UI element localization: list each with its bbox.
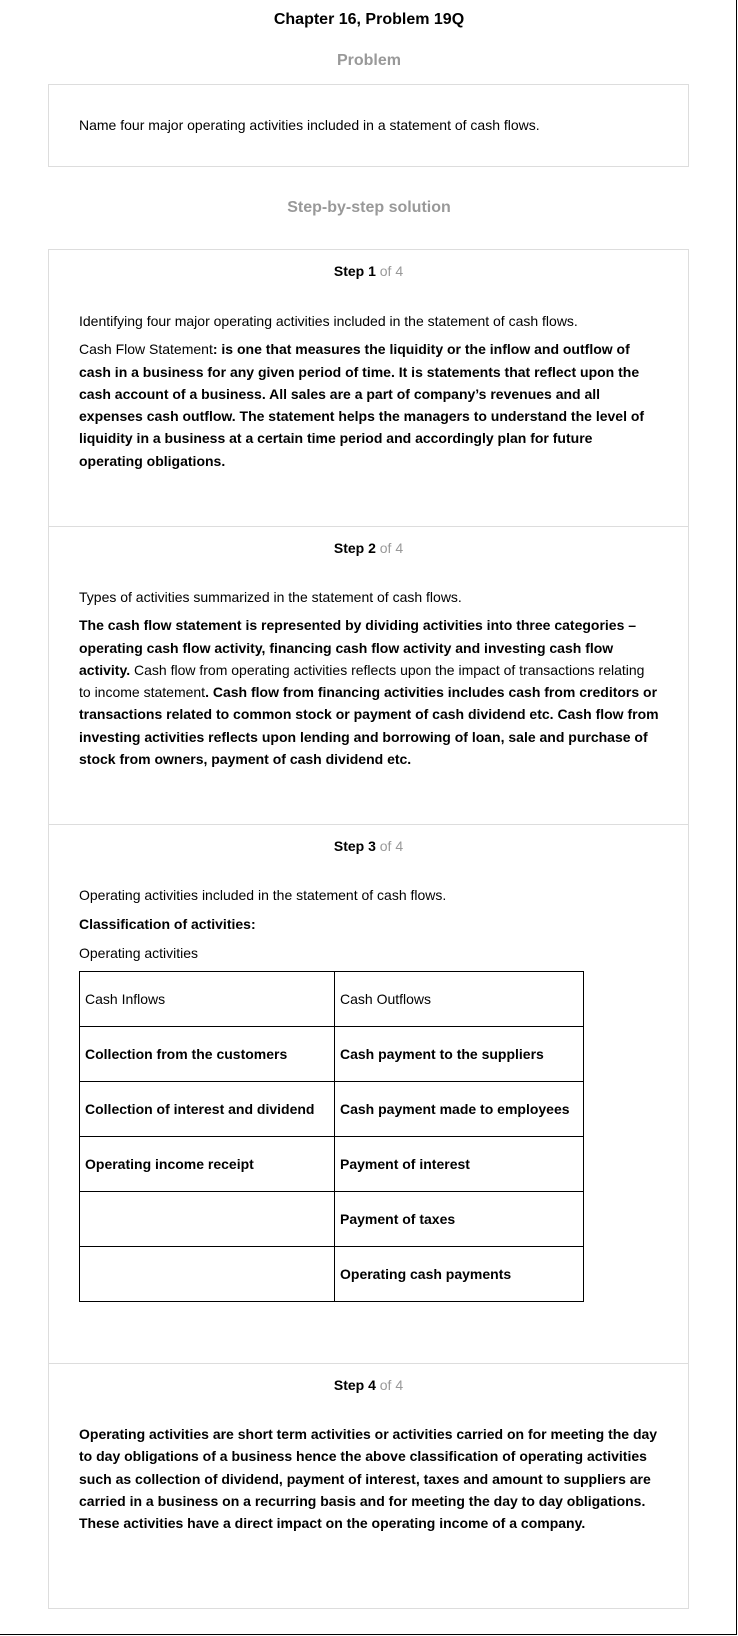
step-4-body bbox=[79, 1423, 659, 1540]
table-row bbox=[80, 1247, 584, 1302]
step-1-header bbox=[49, 263, 688, 279]
table-header-row bbox=[80, 972, 584, 1027]
step-2-categories: The cash flow statement is represented by dividing activities into three categories – operating cash flow activity, financing cash flow activity and investing cash flow activity. bbox=[79, 617, 637, 678]
cash-flow-statement-definition: : is one that measures the liquidity or the inflow and outflow of cash in a business for any given period of time. It is statements that reflect upon the cash account of a business. All sales are a part of company’s revenues and all expenses cash outflow. The statement helps the managers to understand the level of liquidity in a business at a certain time period and accordingly plan for future operating obligations. bbox=[79, 341, 645, 469]
step-total: of 4 bbox=[379, 838, 404, 854]
step-3-body bbox=[79, 885, 679, 1302]
table-cell: Cash payment made to employees bbox=[335, 1082, 584, 1137]
step-2-header bbox=[49, 540, 688, 556]
step-4-text: Operating activities are short term activities or activities carried on for meeting the day to day obligations of a business hence the above classification of operating activities such as collection of dividend, payment of interest, taxes and amount to suppliers are carried in a business on a recurring basis and for meeting the day to day obligations. These activities have a direct impact on the operating income of a company. bbox=[79, 1426, 658, 1532]
step-3-header bbox=[49, 838, 688, 854]
step-1-panel bbox=[48, 249, 689, 526]
step-number: Step 4 bbox=[333, 1377, 376, 1393]
header-cash-outflows: Cash Outflows bbox=[335, 972, 584, 1027]
table-row bbox=[80, 1137, 584, 1192]
table-cell: Operating cash payments bbox=[335, 1247, 584, 1302]
step-2-body bbox=[79, 586, 659, 776]
operating-activities-table bbox=[79, 971, 584, 1302]
step-total: of 4 bbox=[379, 1377, 404, 1393]
step-number: Step 3 bbox=[333, 838, 376, 854]
step-2-intro: Types of activities summarized in the statement of cash flows. bbox=[79, 589, 462, 605]
step-number: Step 1 bbox=[333, 263, 376, 279]
step-4-header bbox=[49, 1377, 688, 1393]
table-row bbox=[80, 1082, 584, 1137]
header-cash-inflows: Cash Inflows bbox=[80, 972, 335, 1027]
problem-heading: Problem bbox=[336, 52, 401, 69]
step-3-panel bbox=[48, 824, 689, 1363]
table-cell bbox=[80, 1247, 335, 1302]
table-cell bbox=[80, 1192, 335, 1247]
table-cell: Cash payment to the suppliers bbox=[335, 1027, 584, 1082]
step-3-intro: Operating activities included in the statement of cash flows. bbox=[79, 887, 447, 903]
step-1-intro: Identifying four major operating activities included in the statement of cash flows. bbox=[79, 313, 578, 329]
table-cell: Collection from the customers bbox=[80, 1027, 335, 1082]
table-cell: Operating income receipt bbox=[80, 1137, 335, 1192]
page-title: Chapter 16, Problem 19Q bbox=[273, 11, 465, 28]
step-2-financing-investing: . Cash flow from financing activities includes cash from creditors or transactions related to common stock or payment of cash dividend etc. Cash flow from investing activities reflects upon lending and borrowing of loan, sale and purchase of stock from owners, payment of cash dividend etc. bbox=[79, 684, 659, 768]
problem-text: Name four major operating activities included in a statement of cash flows. bbox=[79, 117, 540, 133]
step-2-explanation bbox=[79, 614, 659, 770]
operating-activities-label: Operating activities bbox=[79, 945, 199, 961]
table-cell: Collection of interest and dividend bbox=[80, 1082, 335, 1137]
step-total: of 4 bbox=[379, 263, 404, 279]
table-cell: Payment of interest bbox=[335, 1137, 584, 1192]
step-4-panel bbox=[48, 1363, 689, 1609]
problem-box bbox=[48, 84, 689, 167]
classification-heading: Classification of activities: bbox=[79, 916, 256, 932]
step-2-operating-note: Cash flow from operating activities reflects upon the impact of transactions relating to income statement bbox=[79, 661, 645, 701]
table-row bbox=[80, 1027, 584, 1082]
step-number: Step 2 bbox=[333, 540, 376, 556]
table-cell: Payment of taxes bbox=[335, 1192, 584, 1247]
table-row bbox=[80, 1192, 584, 1247]
step-1-body bbox=[79, 310, 659, 478]
cash-flow-statement-term: Cash Flow Statement bbox=[79, 341, 213, 358]
step-1-definition bbox=[79, 338, 659, 472]
solution-heading: Step-by-step solution bbox=[287, 199, 451, 216]
step-2-panel bbox=[48, 526, 689, 824]
step-total: of 4 bbox=[379, 540, 404, 556]
